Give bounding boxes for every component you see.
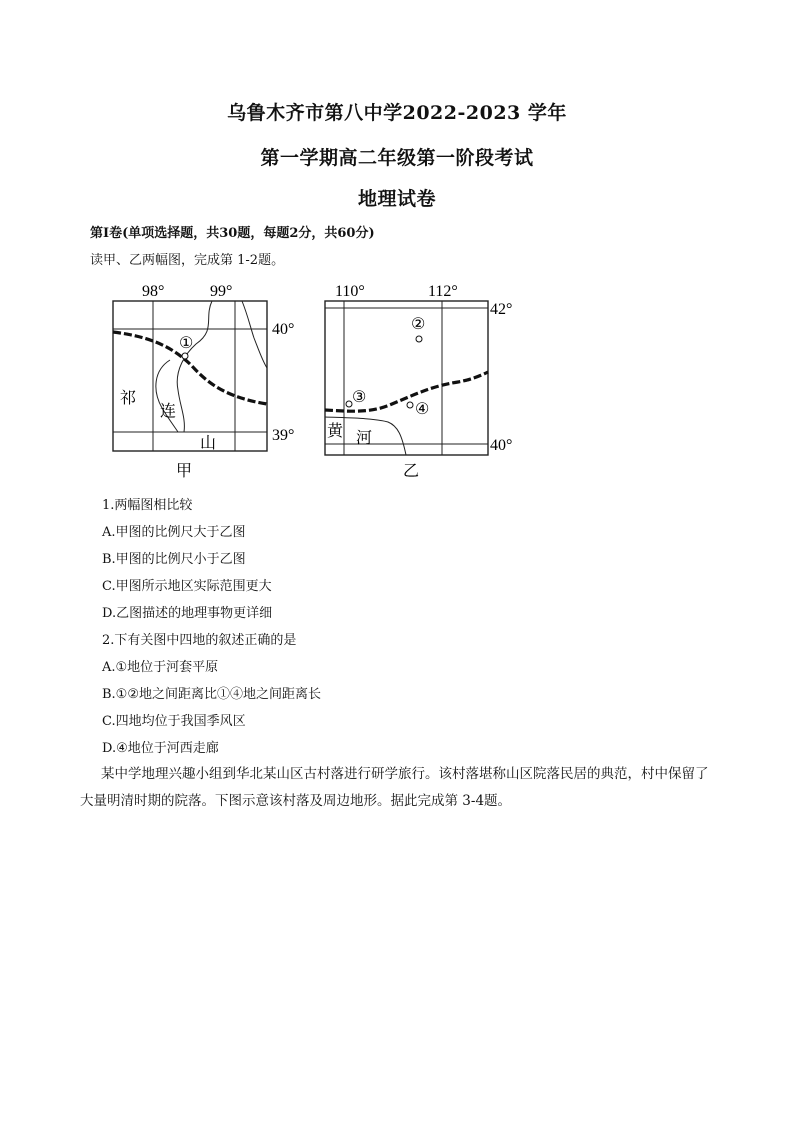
q1-stem: 1.两幅图相比较 <box>102 498 193 513</box>
map-yi-place-huang: 黄 <box>327 423 344 440</box>
q1-option-b: B.甲图的比例尺小于乙图 <box>102 552 246 567</box>
map-jia-frame <box>113 301 267 451</box>
q1-option-d: D.乙图描述的地理事物更详细 <box>102 606 273 621</box>
map-yi-caption: 乙 <box>403 463 420 480</box>
q2-option-a: A.①地位于河套平原 <box>102 660 219 675</box>
exam-title-line-3: 地理试卷 <box>357 188 436 210</box>
map-yi-point-3-label: ③ <box>352 389 367 406</box>
map-yi-place-he: 河 <box>356 430 373 447</box>
map-yi-lat-40: 40° <box>490 437 513 454</box>
map-yi-point-2-label: ② <box>411 316 426 333</box>
map-jia-lon-98: 98° <box>142 283 165 300</box>
map-yi-point-4-marker <box>407 402 413 408</box>
map-yi-lat-42: 42° <box>490 301 513 318</box>
map-jia-point-1-label: ① <box>179 335 194 352</box>
map-jia-lat-40: 40° <box>272 321 295 338</box>
q2-option-b: B.①②地之间距离比①④地之间距离长 <box>102 687 321 702</box>
q1-option-a: A.甲图的比例尺大于乙图 <box>102 525 246 540</box>
q2-option-d: D.④地位于河西走廊 <box>102 741 219 756</box>
map-jia-caption: 甲 <box>176 463 193 480</box>
passage-q3-4: 某中学地理兴趣小组到华北某山区古村落进行研学旅行。该村落堪称山区院落民居的典范，村中保留了大量明清时期的院落。下图示意该村落及周边地形。据此完成第 3-4题。 <box>80 766 709 809</box>
map-yi-lon-112: 112° <box>428 283 458 300</box>
q2-stem: 2.下有关图中四地的叙述正确的是 <box>102 633 297 648</box>
map-jia-place-lian: 连 <box>160 403 177 420</box>
map-jia-river-2 <box>156 360 178 432</box>
exam-title-line-2: 第一学期高二年级第一阶段考试 <box>260 147 534 169</box>
map-yi-point-2-marker <box>416 336 422 342</box>
map-jia <box>100 278 310 483</box>
map-yi-point-4-label: ④ <box>415 401 430 418</box>
map-jia-point-1-marker <box>182 353 188 359</box>
q1-option-c: C.甲图所示地区实际范围更大 <box>102 579 272 594</box>
q2-option-c: C.四地均位于我国季风区 <box>102 714 246 729</box>
map-yi <box>312 278 527 483</box>
map-jia-river-3 <box>242 301 267 368</box>
map-jia-place-qi: 祁 <box>120 390 137 407</box>
exam-title-line-1: 乌鲁木齐市第八中学2022-2023 学年 <box>227 102 567 124</box>
map-yi-frame <box>325 301 488 455</box>
instruction-q1-2: 读甲、乙两幅图，完成第 1-2题。 <box>90 253 285 268</box>
section-heading: 第Ⅰ卷(单项选择题，共30题，每题2分，共60分) <box>90 226 375 241</box>
map-jia-place-shan: 山 <box>200 435 217 452</box>
map-jia-lat-39: 39° <box>272 427 295 444</box>
map-jia-lon-99: 99° <box>210 283 233 300</box>
map-yi-lon-110: 110° <box>335 283 365 300</box>
